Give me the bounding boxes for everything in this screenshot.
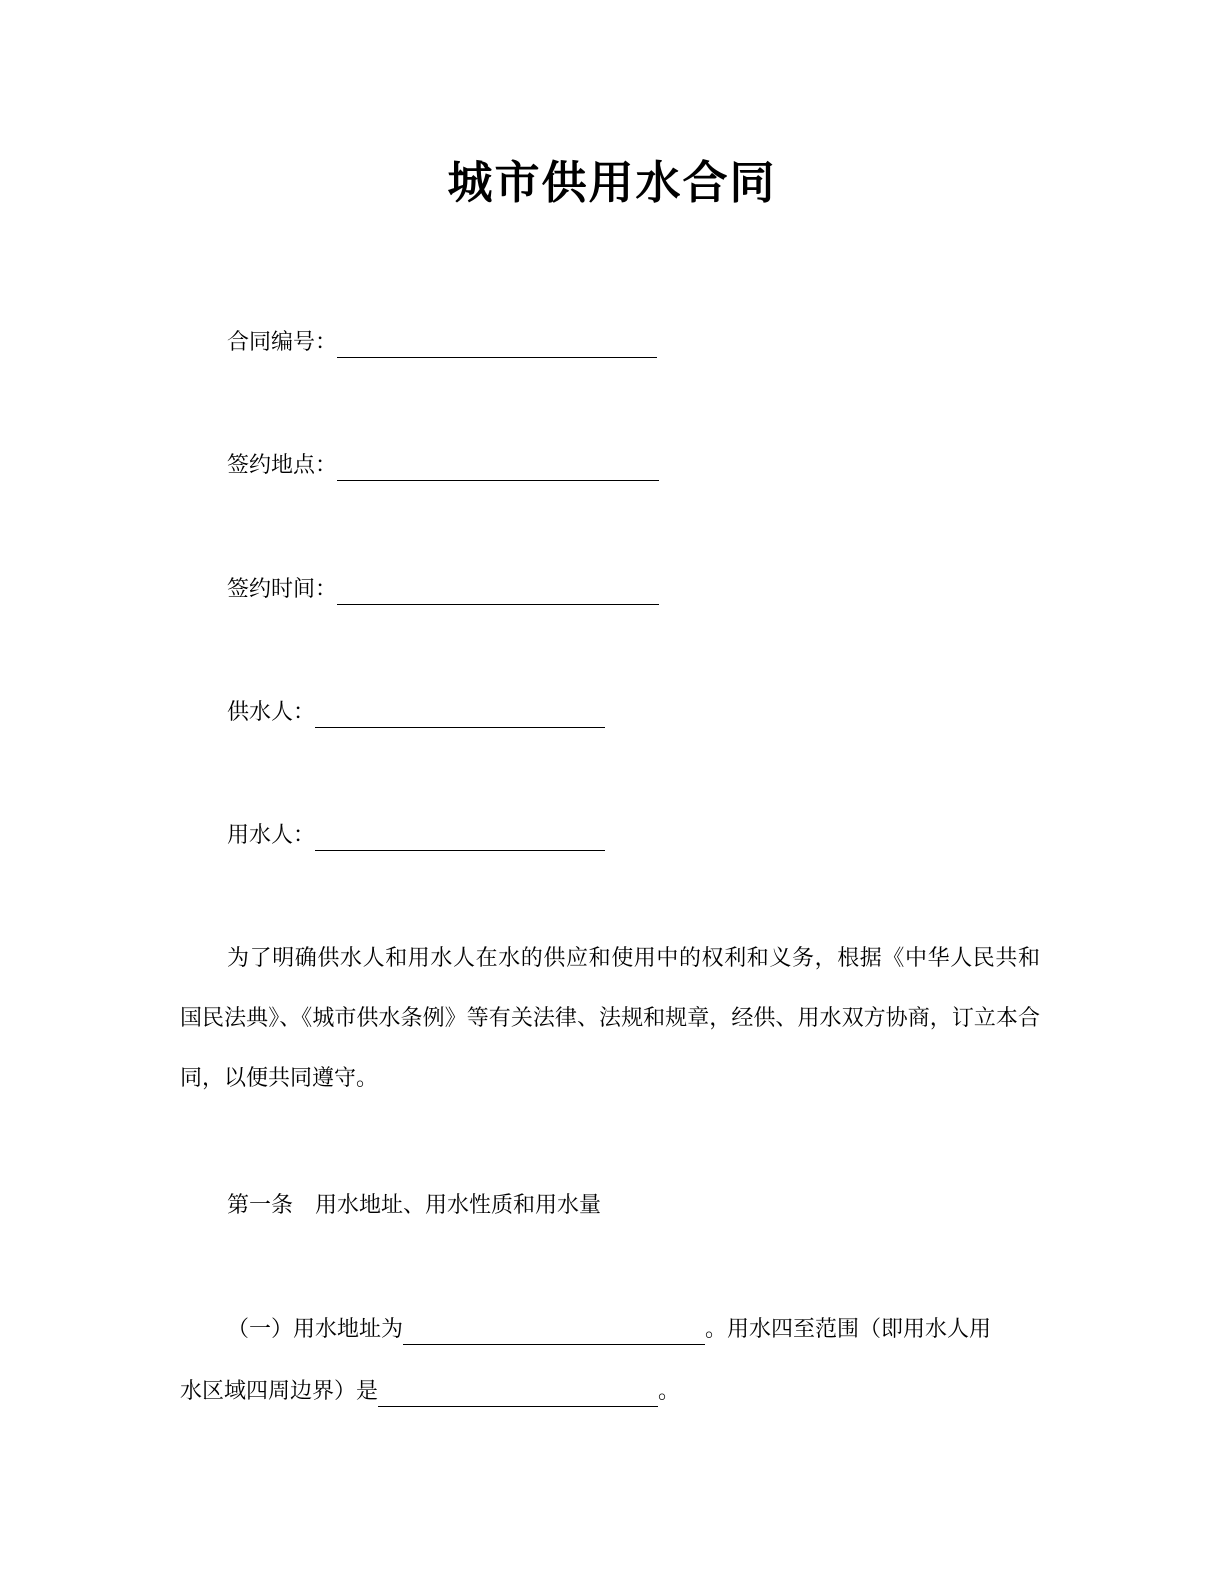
signing-place-blank[interactable] (337, 456, 659, 481)
water-address-blank[interactable] (403, 1320, 705, 1345)
article-1-item-1-line-2 (180, 1377, 680, 1407)
contract-number-label: 合同编号： (227, 330, 338, 355)
signing-place-label: 签约地点： (227, 453, 338, 478)
water-user-label: 用水人： (227, 823, 316, 848)
page-title: 城市供用水合同 (447, 156, 777, 209)
contract-number-field (227, 328, 657, 358)
water-boundary-label: 。用水四至范围（即用水人用 (705, 1317, 992, 1342)
water-boundary-label-cont: 水区域四周边界）是 (180, 1379, 379, 1404)
water-supplier-blank[interactable] (315, 703, 605, 728)
period-mark: 。 (658, 1379, 681, 1404)
signing-place-field (227, 451, 659, 481)
water-user-field (227, 821, 605, 851)
water-address-label: （一）用水地址为 (227, 1317, 404, 1342)
water-supplier-label: 供水人： (227, 700, 316, 725)
signing-time-field (227, 575, 659, 605)
article-1-heading: 第一条 用水地址、用水性质和用水量 (227, 1193, 602, 1218)
water-boundary-blank[interactable] (378, 1382, 658, 1407)
article-1-item-1-line-1 (227, 1315, 991, 1345)
signing-time-blank[interactable] (337, 580, 659, 605)
water-supplier-field (227, 698, 605, 728)
signing-time-label: 签约时间： (227, 577, 338, 602)
water-user-blank[interactable] (315, 826, 605, 851)
preamble-paragraph: 为了明确供水人和用水人在水的供应和使用中的权利和义务，根据《中华人民共和国民法典》、《城市供水条例》等有关法律、法规和规章，经供、用水双方协商，订立本合同，以便共同遵守。 (180, 946, 1040, 1091)
contract-number-blank[interactable] (337, 333, 657, 358)
